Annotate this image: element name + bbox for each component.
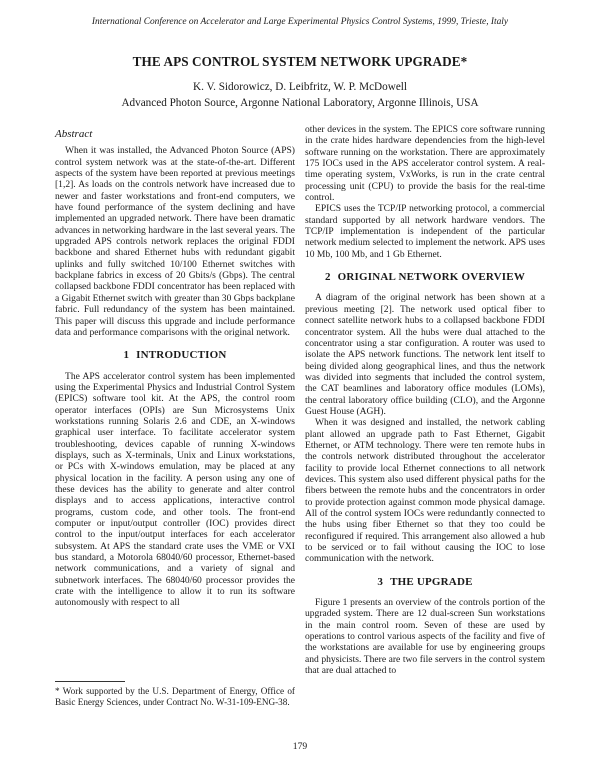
abstract-heading: Abstract [55,128,93,140]
section-3-heading [305,577,545,588]
authors: K. V. Sidorowicz, D. Leibfritz, W. P. McDowell [193,81,407,93]
section-3-number: 3 [377,575,384,588]
left-column [55,124,295,609]
affiliation: Advanced Photon Source, Argonne National Laboratory, Argonne Illinois, USA [121,97,479,109]
upgrade-paragraph-1: Figure 1 presents an overview of the controls portion of the upgraded system. There are 12 dual-screen Sun workstations in the main control room. Seven of these are used by operations to control various aspects of the facility and five of the workstations are available for use by engineering groups and physicists. There are two file servers in the control system that are dual attached to [305,597,545,677]
intro-paragraph-2: EPICS uses the TCP/IP networking protocol, a commercial standard supported by all network hardware vendors. The TCP/IP implementation is independent of the particular network medium selected to implement the network. APS uses 10 Mb, 100 Mb, and 1 Gb Ethernet. [305,203,545,260]
original-paragraph-1: A diagram of the original network has been shown at a previous meeting [2]. The network used optical fiber to connect satellite network hubs to a collapsed backbone FDDI concentrator system. All the hubs were dual attached to the concentrator using a star configuration. A router was used to isolate the APS network functions. The network lent itself to being divided along geographical lines, and thus the network was divided into segments that included the control system, the CAT beamlines and laboratory office modules (LOMs), the central laboratory office building (CLO), and the Argonne Guest House (AGH). [305,292,545,417]
section-1-number: 1 [123,349,130,362]
original-paragraph-2: When it was designed and installed, the network cabling plant allowed an upgrade path to Fast Ethernet, Gigabit Ethernet, or ATM technology. There were ten remote hubs in the controls network distributed throughout the accelerator facility to provide local Ethernet connections to all network devices. This system also used different physical paths for the fibers between the remote hubs and the concentrators in order to provide protection against common mode physical damage. All of the control system IOCs were redundantly connected to the hubs using fiber Ethernet so that they too could be reconfigured if required. This arrangement also allowed a hub to be serviced or to fail without causing the IOC to lose communication with the network. [305,417,545,565]
footnote: * Work supported by the U.S. Department of Energy, Office of Basic Energy Sciences, under Contract No. W-31-109-ENG-38. [55,686,295,708]
section-2-number: 2 [324,271,331,284]
running-head: International Conference on Accelerator and Large Experimental Physics Control Systems, 1999, Trieste, Italy [91,17,509,27]
section-1-heading [55,350,295,361]
intro-paragraph-1-continued: other devices in the system. The EPICS core software running in the crate hides hardware dependencies from the high-level software running on the workstation. There are approximately 175 IOCs used in the APS accelerator control system. A real-time operating system, VxWorks, is run in the crate central processing unit (CPU) to provide the basis for the real-time control. [305,124,545,204]
section-2-title: ORIGINAL NETWORK OVERVIEW [337,271,526,284]
section-2-heading [305,272,545,283]
section-3-title: THE UPGRADE [390,575,473,588]
paper-title: THE APS CONTROL SYSTEM NETWORK UPGRADE* [132,54,468,69]
section-1-title: INTRODUCTION [136,349,227,362]
abstract-text: When it was installed, the Advanced Photon Source (APS) control system network was at the state-of-the-art. Different aspects of the system have been reported at previous meetings [1,2]. As loads on the controls network have increased due to newer and faster workstations and front-end computers, we have found performance of the system declining and have implemented an upgraded network. There have been dramatic advances in networking hardware in the last several years. The upgraded APS controls network replaces the original FDDI backbone and shared Ethernet hubs with redundant gigabit uplinks and fully switched 10/100 Ethernet switches with backplane fabrics in excess of 20 Gbits/s (Gbps). The central collapsed backbone FDDI concentrator has been replaced with a Gigabit Ethernet switch with greater than 30 Gbps backplane fabric. Full redundancy of the system has been maintained. This paper will discuss this upgrade and include performance data and performance comparisons with the original network. [55,145,295,338]
footnote-divider [55,681,125,682]
page-number: 179 [292,741,308,752]
intro-paragraph-1: The APS accelerator control system has been implemented using the Experimental Physics and Industrial Control System (EPICS) software tool kit. At the APS, the control room operator interfaces (OPIs) are Sun Microsystems Unix workstations running Solaris 2.6 and CDE, an X-windows graphical user interface. To facilitate accelerator system troubleshooting, devices capable of running X-windows displays, such as X-terminals, Unix and Linux workstations, or PCs with X-windows emulation, may be placed at any physical location in the facility. A person using any one of these devices has the ability to generate and alter control displays and to access applications, interactive control programs, custom code, and other tools. The front-end computer or input/output controller (IOC) provides direct control to the input/output interfaces for each accelerator subsystem. At APS the standard crate uses the VME or VXI bus standard, a Motorola 68040/60 processor, Ethernet-based network communications, and a variety of signal and subnetwork interfaces. The 68040/60 processor provides the crate with the intelligence to allow it to run its software autonomously with respect to all [55,370,295,609]
right-column [305,124,545,676]
